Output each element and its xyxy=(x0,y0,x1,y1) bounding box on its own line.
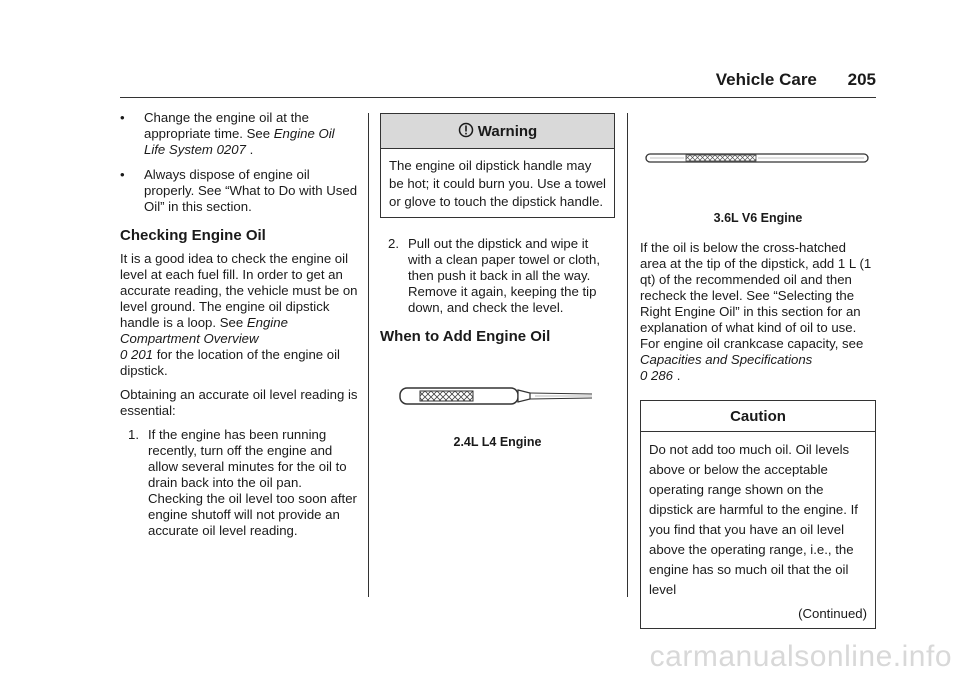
step-number: 2. xyxy=(388,236,399,251)
caution-title: Caution xyxy=(641,401,875,432)
paragraph-text: It is a good idea to check the engine oil level at each fuel fill. In order to get an accurate reading, the vehicle must be on level ground. The engine oil dipstick handle is a loop. See xyxy=(120,251,358,330)
bullet-text: Change the engine oil at the appropriate time. See xyxy=(144,110,309,141)
watermark: carmanualsonline.info xyxy=(649,640,952,673)
section-heading: Checking Engine Oil xyxy=(120,227,266,244)
paragraph-text: for the location of the engine oil dipstick. xyxy=(120,347,340,378)
warning-title-text: Warning xyxy=(477,123,538,140)
paragraph xyxy=(640,240,876,384)
continued-label: (Continued) xyxy=(798,606,867,621)
figure-caption: 2.4L L4 Engine xyxy=(453,435,542,449)
dipstick-v6-icon xyxy=(640,140,876,184)
warning-title xyxy=(381,114,614,149)
warning-body: The engine oil dipstick handle may be hot; it could burn you. Use a towel or glove to touch the dipstick handle. xyxy=(389,158,606,209)
warning-triangle-icon xyxy=(458,122,474,142)
column-divider-2 xyxy=(627,113,628,597)
section-heading: When to Add Engine Oil xyxy=(380,328,551,345)
bullet-tail: . xyxy=(245,142,254,157)
numbered-step xyxy=(380,236,615,316)
caution-box xyxy=(640,400,876,629)
xref-link[interactable]: Engine Compartment Overview xyxy=(120,315,288,346)
section-title: Vehicle Care xyxy=(715,70,817,89)
step-text: Pull out the dipstick and wipe it with a clean paper towel or cloth, then push it back in all the way. Remove it again, keeping the tip down, and check the level. xyxy=(408,236,601,315)
warning-box xyxy=(380,113,615,218)
page-header xyxy=(0,70,876,100)
column-2 xyxy=(380,113,615,464)
header-rule xyxy=(120,97,876,98)
bullet-item xyxy=(120,110,358,158)
bullet-mark: • xyxy=(120,167,125,182)
caution-body: Do not add too much oil. Oil levels above or below the acceptable operating range shown on the dipstick are harmful to the engine. If you find that you have an oil level above the operating range, i.e., the engine has so much oil that the oil level xyxy=(649,442,858,597)
column-3 xyxy=(640,140,876,629)
step-text: If the engine has been running recently, turn off the engine and allow several minutes for the oil to drain back into the oil pan. Checking the oil level too soon after engine shutoff will not provide an accurate oil level reading. xyxy=(148,427,357,538)
numbered-step xyxy=(120,427,358,539)
bullet-mark: • xyxy=(120,110,125,125)
bullet-item xyxy=(120,167,358,215)
paragraph xyxy=(120,251,358,379)
column-divider-1 xyxy=(368,113,369,597)
xref-page[interactable]: 207 xyxy=(223,142,246,157)
page-reference-icon: 0 xyxy=(216,142,224,157)
step-number: 1. xyxy=(128,427,139,442)
xref-link[interactable]: Capacities and Specifications xyxy=(640,352,813,367)
column-1 xyxy=(120,110,358,547)
paragraph-text: . xyxy=(673,368,681,383)
xref-page[interactable]: 201 xyxy=(131,347,154,362)
paragraph-text: If the oil is below the cross-hatched area at the tip of the dipstick, add 1 L (1 qt) of the recommended oil and then recheck the level. See “Selecting the Right Engine Oil” in this section for an explanation of what kind of oil to use. For engine oil crankcase capacity, see xyxy=(640,240,872,351)
page-reference-icon: 0 xyxy=(640,368,648,383)
xref-page[interactable]: 286 xyxy=(651,368,674,383)
paragraph: Obtaining an accurate oil level reading is essential: xyxy=(120,387,358,418)
page-reference-icon: 0 xyxy=(120,347,128,362)
bullet-text: Always dispose of engine oil properly. See “What to Do with Used Oil” in this section. xyxy=(144,167,358,214)
figure-caption: 3.6L V6 Engine xyxy=(713,211,803,225)
page-number: 205 xyxy=(847,70,876,89)
xref-link[interactable]: Engine Oil Life System xyxy=(144,126,335,157)
dipstick-l4-icon xyxy=(380,376,615,420)
